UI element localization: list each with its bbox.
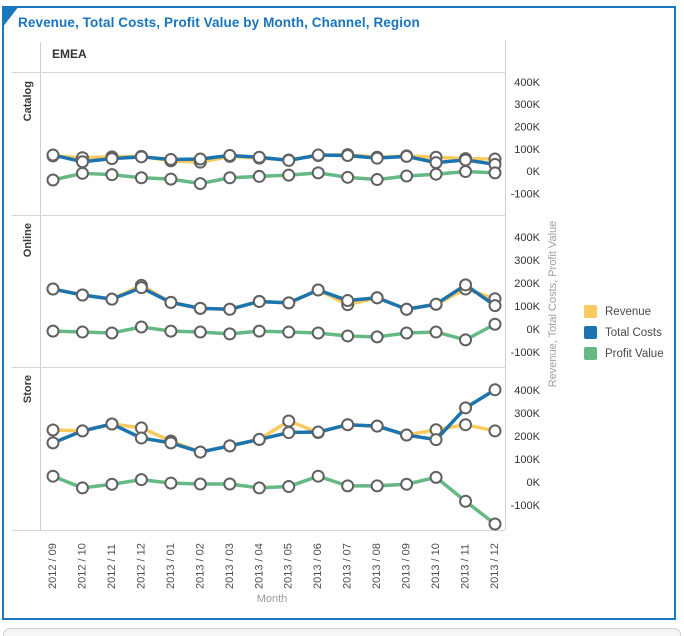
data-point-marker[interactable] [490, 384, 501, 395]
x-tick-label: 2013 / 11 [459, 543, 472, 589]
data-point-marker[interactable] [490, 319, 501, 330]
data-point-marker[interactable] [77, 290, 88, 301]
legend [584, 301, 664, 364]
legend-label: Profit Value [605, 347, 664, 360]
series-line-profit-value [53, 476, 495, 524]
data-point-marker[interactable] [313, 167, 324, 178]
data-point-marker[interactable] [401, 430, 412, 441]
series-line-profit-value [53, 172, 495, 184]
data-point-marker[interactable] [372, 331, 383, 342]
data-point-marker[interactable] [313, 284, 324, 295]
data-point-marker[interactable] [372, 292, 383, 303]
data-point-marker[interactable] [401, 479, 412, 490]
x-tick-label: 2013 / 01 [164, 543, 177, 589]
data-point-marker[interactable] [224, 479, 235, 490]
data-point-marker[interactable] [48, 326, 59, 337]
row-label-catalog: Catalog [22, 81, 34, 122]
row-label-store: Store [22, 375, 34, 404]
data-point-marker[interactable] [283, 427, 294, 438]
data-point-marker[interactable] [77, 156, 88, 167]
data-point-marker[interactable] [165, 478, 176, 489]
data-point-marker[interactable] [254, 152, 265, 163]
data-point-marker[interactable] [48, 437, 59, 448]
data-point-marker[interactable] [254, 171, 265, 182]
data-point-marker[interactable] [401, 170, 412, 181]
data-point-marker[interactable] [460, 279, 471, 290]
data-point-marker[interactable] [48, 175, 59, 186]
data-point-marker[interactable] [136, 433, 147, 444]
data-point-marker[interactable] [48, 424, 59, 435]
data-point-marker[interactable] [106, 294, 117, 305]
y-tick-label: 300K [514, 407, 540, 420]
data-point-marker[interactable] [342, 330, 353, 341]
x-tick-label: 2013 / 04 [253, 543, 266, 589]
y-tick-label: 200K [514, 430, 540, 443]
column-header: EMEA [52, 47, 87, 61]
data-point-marker[interactable] [48, 284, 59, 295]
data-point-marker[interactable] [136, 172, 147, 183]
y-tick-label: 0K [526, 476, 540, 489]
data-point-marker[interactable] [283, 297, 294, 308]
data-point-marker[interactable] [106, 327, 117, 338]
y-tick-label: 100K [514, 301, 540, 314]
chart-title: Revenue, Total Costs, Profit Value by Month, Channel, Region [18, 15, 420, 30]
data-point-marker[interactable] [401, 327, 412, 338]
data-point-marker[interactable] [283, 327, 294, 338]
data-point-marker[interactable] [195, 479, 206, 490]
y-tick-label: 400K [514, 232, 540, 245]
data-point-marker[interactable] [224, 440, 235, 451]
data-point-marker[interactable] [283, 155, 294, 166]
data-point-marker[interactable] [106, 479, 117, 490]
data-point-marker[interactable] [372, 421, 383, 432]
data-point-marker[interactable] [460, 154, 471, 165]
y-tick-label: 300K [514, 99, 540, 112]
data-point-marker[interactable] [224, 172, 235, 183]
data-point-marker[interactable] [372, 174, 383, 185]
data-point-marker[interactable] [48, 150, 59, 161]
data-point-marker[interactable] [136, 321, 147, 332]
x-tick-label: 2013 / 10 [430, 543, 443, 589]
data-point-marker[interactable] [431, 327, 442, 338]
data-point-marker[interactable] [313, 427, 324, 438]
data-point-marker[interactable] [401, 304, 412, 315]
data-point-marker[interactable] [490, 300, 501, 311]
data-point-marker[interactable] [195, 303, 206, 314]
data-point-marker[interactable] [431, 434, 442, 445]
data-point-marker[interactable] [165, 297, 176, 308]
data-point-marker[interactable] [460, 402, 471, 413]
data-point-marker[interactable] [490, 519, 501, 530]
y-tick-label: -100K [510, 347, 540, 360]
x-tick-label: 2013 / 03 [223, 543, 236, 589]
x-tick-label: 2012 / 11 [105, 543, 118, 589]
y-tick-label: 0K [526, 324, 540, 337]
data-point-marker[interactable] [490, 425, 501, 436]
data-point-marker[interactable] [342, 480, 353, 491]
x-tick-label: 2013 / 06 [312, 543, 325, 589]
data-point-marker[interactable] [106, 153, 117, 164]
data-point-marker[interactable] [136, 474, 147, 485]
data-point-marker[interactable] [77, 168, 88, 179]
data-point-marker[interactable] [372, 480, 383, 491]
data-point-marker[interactable] [460, 334, 471, 345]
y-tick-label: 200K [514, 121, 540, 134]
data-point-marker[interactable] [195, 178, 206, 189]
data-point-marker[interactable] [342, 295, 353, 306]
y-tick-label: 100K [514, 143, 540, 156]
y-tick-label: 0K [526, 166, 540, 179]
data-point-marker[interactable] [254, 326, 265, 337]
legend-item-revenue[interactable] [584, 301, 664, 322]
series-line-total-costs [53, 390, 495, 452]
data-point-marker[interactable] [313, 471, 324, 482]
data-point-marker[interactable] [195, 447, 206, 458]
data-point-marker[interactable] [165, 154, 176, 165]
y-tick-label: 300K [514, 255, 540, 268]
row-label-online: Online [22, 223, 34, 258]
legend-label: Revenue [605, 305, 652, 318]
data-point-marker[interactable] [195, 154, 206, 165]
y-tick-label: 400K [514, 384, 540, 397]
x-tick-label: 2012 / 12 [135, 543, 148, 589]
data-point-marker[interactable] [460, 419, 471, 430]
data-point-marker[interactable] [342, 172, 353, 183]
data-point-marker[interactable] [48, 471, 59, 482]
data-point-marker[interactable] [77, 327, 88, 338]
data-point-marker[interactable] [342, 419, 353, 430]
data-point-marker[interactable] [431, 472, 442, 483]
data-point-marker[interactable] [165, 326, 176, 337]
data-point-marker[interactable] [224, 304, 235, 315]
data-point-marker[interactable] [431, 299, 442, 310]
x-tick-label: 2013 / 12 [489, 543, 501, 589]
x-tick-label: 2013 / 08 [371, 543, 384, 589]
x-axis-title: Month [256, 593, 288, 605]
data-point-marker[interactable] [224, 150, 235, 161]
x-tick-label: 2012 / 09 [47, 543, 59, 589]
data-point-marker[interactable] [490, 167, 501, 178]
data-point-marker[interactable] [372, 153, 383, 164]
data-point-marker[interactable] [313, 327, 324, 338]
data-point-marker[interactable] [283, 481, 294, 492]
data-point-marker[interactable] [136, 151, 147, 162]
x-tick-label: 2013 / 05 [282, 543, 295, 589]
y-axis-title: Revenue, Total Costs, Profit Value [547, 220, 559, 388]
legend-label: Total Costs [605, 326, 662, 339]
profit-value-swatch [584, 347, 597, 360]
series-line-profit-value [53, 324, 495, 340]
data-point-marker[interactable] [283, 170, 294, 181]
data-point-marker[interactable] [106, 419, 117, 430]
x-tick-label: 2013 / 02 [194, 543, 207, 589]
data-point-marker[interactable] [77, 425, 88, 436]
next-widget-top-edge [3, 628, 681, 636]
y-tick-label: -100K [510, 188, 540, 201]
legend-item-total-costs[interactable] [584, 322, 664, 343]
data-point-marker[interactable] [254, 434, 265, 445]
legend-item-profit-value[interactable] [584, 343, 664, 364]
data-point-marker[interactable] [254, 482, 265, 493]
data-point-marker[interactable] [313, 150, 324, 161]
y-tick-label: 200K [514, 278, 540, 291]
data-point-marker[interactable] [401, 151, 412, 162]
data-point-marker[interactable] [460, 166, 471, 177]
total-costs-swatch [584, 326, 597, 339]
data-point-marker[interactable] [342, 150, 353, 161]
data-point-marker[interactable] [431, 169, 442, 180]
data-point-marker[interactable] [165, 437, 176, 448]
data-point-marker[interactable] [460, 496, 471, 507]
data-point-marker[interactable] [195, 327, 206, 338]
data-point-marker[interactable] [77, 482, 88, 493]
revenue-swatch [584, 305, 597, 318]
x-tick-label: 2013 / 09 [400, 543, 413, 589]
data-point-marker[interactable] [165, 174, 176, 185]
data-point-marker[interactable] [224, 328, 235, 339]
y-tick-label: 400K [514, 76, 540, 89]
data-point-marker[interactable] [106, 169, 117, 180]
y-tick-label: 100K [514, 453, 540, 466]
data-point-marker[interactable] [431, 157, 442, 168]
data-point-marker[interactable] [254, 296, 265, 307]
x-tick-label: 2012 / 10 [76, 543, 89, 589]
series-line-total-costs [53, 285, 495, 309]
y-tick-label: -100K [510, 499, 540, 512]
data-point-marker[interactable] [283, 416, 294, 427]
x-tick-label: 2013 / 07 [341, 543, 354, 589]
data-point-marker[interactable] [136, 282, 147, 293]
